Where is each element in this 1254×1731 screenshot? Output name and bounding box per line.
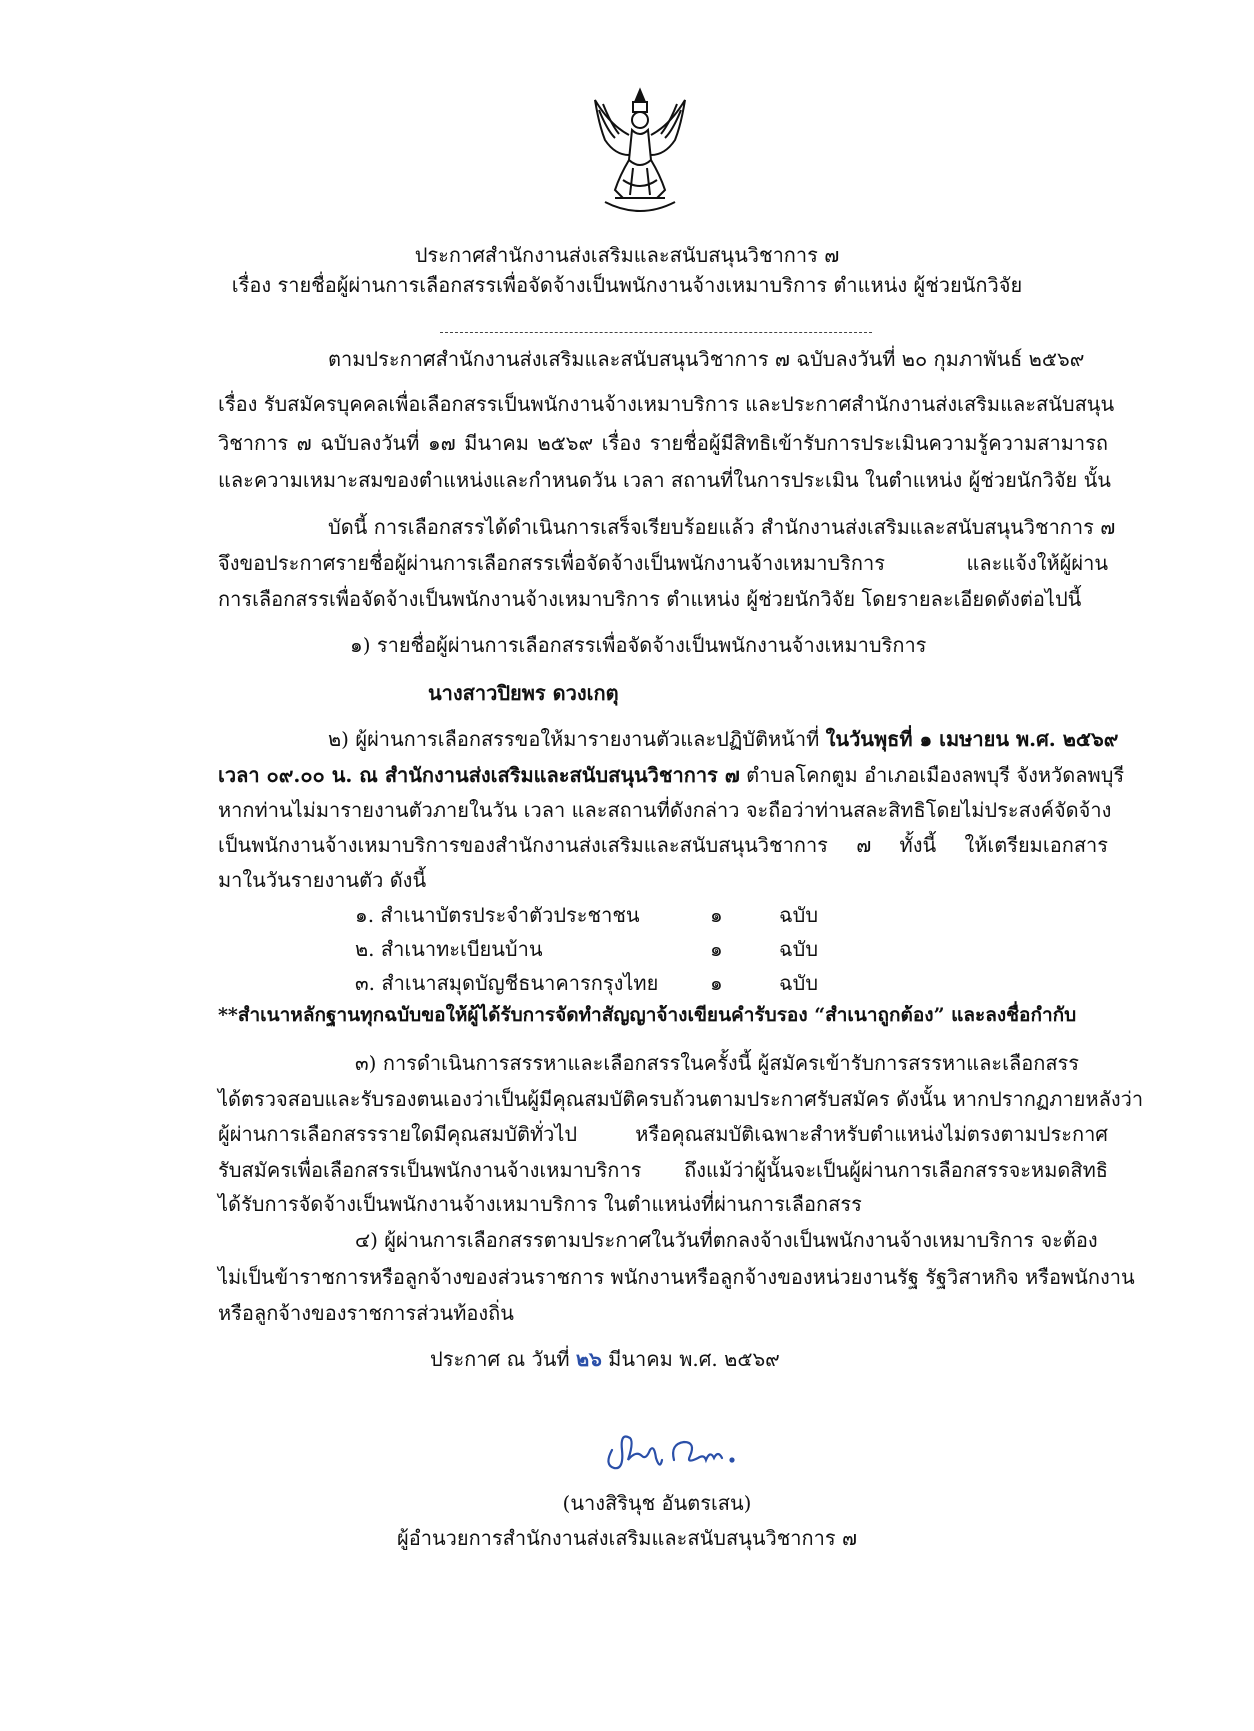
para2-line2: จึงขอประกาศรายชื่อผู้ผ่านการเลือกสรรเพื่อจัดจ้างเป็นพนักงานจ้างเหมาบริการ และแจ้งให้ผู้ผ่าน bbox=[218, 551, 1108, 575]
item3-line2: ได้ตรวจสอบและรับรองตนเองว่าเป็นผู้มีคุณสมบัติครบถ้วนตามประกาศรับสมัคร ดังนั้น หากปรากฏภายหลังว่า bbox=[218, 1087, 1144, 1111]
header-divider bbox=[440, 332, 872, 335]
garuda-emblem-icon bbox=[585, 80, 695, 230]
document-name: ๑. สำเนาบัตรประจำตัวประชาชน bbox=[355, 903, 640, 927]
document-row bbox=[355, 934, 855, 964]
report-date: ในวันพุธที่ ๑ เมษายน พ.ศ. ๒๕๖๙ bbox=[825, 727, 1119, 751]
item2-line1 bbox=[328, 724, 1118, 754]
document-name: ๓. สำเนาสมุดบัญชีธนาคารกรุงไทย bbox=[355, 971, 659, 995]
report-time-place: เวลา ๐๙.๐๐ น. ณ สำนักงานส่งเสริมและสนับสนุนวิชาการ ๗ bbox=[218, 763, 740, 787]
para1-line2: เรื่อง รับสมัครบุคคลเพื่อเลือกสรรเป็นพนักงานจ้างเหมาบริการ และประกาศสำนักงานส่งเสริมและสนับสนุน bbox=[218, 392, 1115, 416]
document-unit: ฉบับ bbox=[779, 937, 819, 961]
item2-line4: เป็นพนักงานจ้างเหมาบริการของสำนักงานส่งเสริมและสนับสนุนวิชาการ ๗ ทั้งนี้ ให้เตรียมเอกสาร bbox=[218, 833, 1108, 857]
document-row bbox=[355, 968, 855, 998]
item2-line5: มาในวันรายงานตัว ดังนี้ bbox=[218, 868, 427, 892]
announce-date-prefix: ประกาศ ณ วันที่ bbox=[430, 1347, 576, 1371]
announce-day: ๒๖ bbox=[575, 1347, 602, 1371]
handwritten-signature-icon bbox=[600, 1420, 750, 1480]
item4-line3: หรือลูกจ้างของราชการส่วนท้องถิ่น bbox=[218, 1301, 514, 1325]
item1-heading: ๑) รายชื่อผู้ผ่านการเลือกสรรเพื่อจัดจ้างเป็นพนักงานจ้างเหมาบริการ bbox=[350, 633, 927, 657]
item3-line4: รับสมัครเพื่อเลือกสรรเป็นพนักงานจ้างเหมาบริการ ถึงแม้ว่าผู้นั้นจะเป็นผู้ผ่านการเลือกสรรจะหมดสิทธิ bbox=[218, 1158, 1108, 1182]
item4-line2: ไม่เป็นข้าราชการหรือลูกจ้างของส่วนราชการ พนักงานหรือลูกจ้างของหน่วยงานรัฐ รัฐวิสาหกิจ หรือพนักงาน bbox=[218, 1265, 1135, 1289]
item2-line2-text: ตำบลโคกตูม อำเภอเมืองลพบุรี จังหวัดลพบุรี bbox=[739, 763, 1125, 787]
announcement-title: ประกาศสำนักงานส่งเสริมและสนับสนุนวิชาการ ๗ bbox=[414, 243, 840, 267]
item3-line1: ๓) การดำเนินการสรรหาและเลือกสรรในครั้งนี้ ผู้สมัครเข้ารับการสรรหาและเลือกสรร bbox=[355, 1051, 1080, 1075]
para2-line3: การเลือกสรรเพื่อจัดจ้างเป็นพนักงานจ้างเหมาบริการ ตำแหน่ง ผู้ช่วยนักวิจัย โดยรายละเอียดดังต่อไปนี้ bbox=[218, 587, 1082, 611]
para1-line3: วิชาการ ๗ ฉบับลงวันที่ ๑๗ มีนาคม ๒๕๖๙ เรื่อง รายชื่อผู้มีสิทธิเข้ารับการประเมินความรู้ความสามารถ bbox=[218, 431, 1108, 455]
item4-line1: ๔) ผู้ผ่านการเลือกสรรตามประกาศในวันที่ตกลงจ้างเป็นพนักงานจ้างเหมาบริการ จะต้อง bbox=[355, 1228, 1098, 1252]
item2-line2 bbox=[218, 760, 1124, 790]
document-unit: ฉบับ bbox=[779, 971, 819, 995]
para1-line1: ตามประกาศสำนักงานส่งเสริมและสนับสนุนวิชาการ ๗ ฉบับลงวันที่ ๒๐ กุมภาพันธ์ ๒๕๖๙ bbox=[328, 347, 1085, 371]
item3-line5: ได้รับการจัดจ้างเป็นพนักงานจ้างเหมาบริการ ในตำแหน่งที่ผ่านการเลือกสรร bbox=[218, 1192, 862, 1216]
document-row bbox=[355, 900, 855, 930]
item2-line1-text: ๒) ผู้ผ่านการเลือกสรรขอให้มารายงานตัวและปฏิบัติหน้าที่ bbox=[328, 727, 826, 751]
copy-certification-note: **สำเนาหลักฐานทุกฉบับขอให้ผู้ได้รับการจัดทำสัญญาจ้างเขียนคำรับรอง “สำเนาถูกต้อง” และลงชื่อกำกับ bbox=[218, 1004, 1077, 1026]
signatory-position: ผู้อำนวยการสำนักงานส่งเสริมและสนับสนุนวิชาการ ๗ bbox=[396, 1526, 858, 1550]
item2-line3: หากท่านไม่มารายงานตัวภายในวัน เวลา และสถานที่ดังกล่าว จะถือว่าท่านสละสิทธิโดยไม่ประสงค์จัดจ้าง bbox=[218, 798, 1112, 822]
para2-line1: บัดนี้ การเลือกสรรได้ดำเนินการเสร็จเรียบร้อยแล้ว สำนักงานส่งเสริมและสนับสนุนวิชาการ ๗ bbox=[328, 515, 1116, 539]
announce-date bbox=[430, 1344, 780, 1374]
signatory-name: (นางสิรินุช อันตรเสน) bbox=[562, 1491, 752, 1515]
para1-line4: และความเหมาะสมของตำแหน่งและกำหนดวัน เวลา สถานที่ในการประเมิน ในตำแหน่ง ผู้ช่วยนักวิจัย นั้น bbox=[218, 468, 1111, 492]
passed-candidate-name: นางสาวปิยพร ดวงเกตุ bbox=[428, 681, 619, 705]
announce-date-suffix: มีนาคม พ.ศ. ๒๕๖๙ bbox=[601, 1347, 780, 1371]
document-qty: ๑ bbox=[710, 971, 723, 995]
document-qty: ๑ bbox=[710, 903, 723, 927]
document-qty: ๑ bbox=[710, 937, 723, 961]
item3-line3: ผู้ผ่านการเลือกสรรรายใดมีคุณสมบัติทั่วไป หรือคุณสมบัติเฉพาะสำหรับตำแหน่งไม่ตรงตามประกาศ bbox=[218, 1122, 1108, 1146]
announcement-subject: เรื่อง รายชื่อผู้ผ่านการเลือกสรรเพื่อจัดจ้างเป็นพนักงานจ้างเหมาบริการ ตำแหน่ง ผู้ช่วยนักวิจัย bbox=[231, 273, 1023, 297]
document-name: ๒. สำเนาทะเบียนบ้าน bbox=[355, 937, 543, 961]
document-unit: ฉบับ bbox=[779, 903, 819, 927]
